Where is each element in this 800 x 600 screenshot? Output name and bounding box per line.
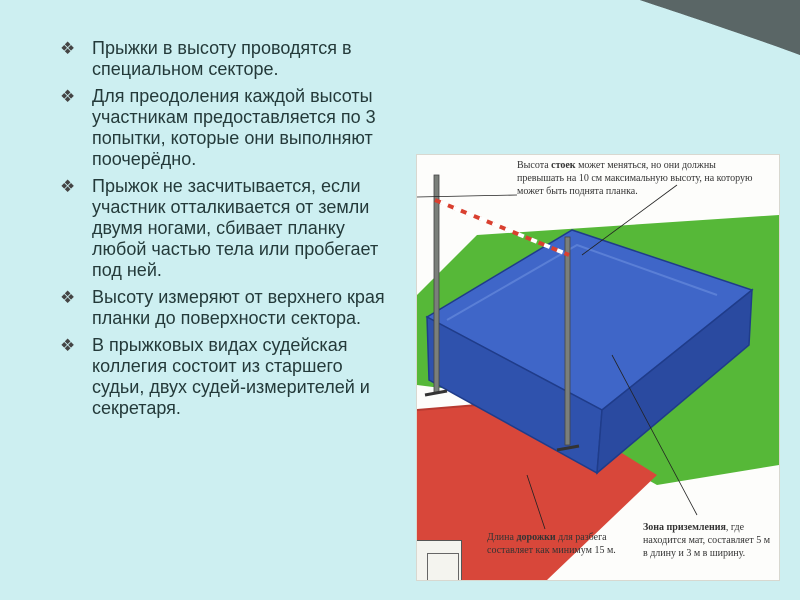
bullet-marker-icon: ❖ [60, 177, 76, 196]
bullet-item [60, 38, 390, 80]
bullet-marker-icon: ❖ [60, 87, 76, 106]
bullet-marker-icon: ❖ [60, 336, 76, 355]
bullet-item [60, 287, 390, 329]
bullet-text: Для преодоления каждой высоты участникам предоставляется по 3 попытки, которые они выполняют поочерёдно. [92, 86, 376, 169]
bullet-item [60, 176, 390, 281]
uprights-note: Высота стоек может меняться, но они должны превышать на 10 см максимальную высоту, на которую может быть поднята планка. [517, 160, 753, 197]
left-upright-base [425, 391, 447, 395]
bullet-item [60, 86, 390, 170]
runway-note: Длина дорожки для разбега составляет как минимум 15 м. [487, 532, 616, 556]
bullet-text: Прыжок не засчитывается, если участник отталкивается от земли двумя ногами, сбивает планку любой частью тела или пробегает под ней. [92, 176, 379, 280]
bullet-text: В прыжковых видах судейская коллегия состоит из старшего судьи, двух судей-измерителей и секретаря. [92, 335, 370, 418]
leader-line-uprights [417, 195, 517, 197]
right-upright [565, 237, 570, 445]
inset-frame [417, 540, 462, 580]
bullet-text: Прыжки в высоту проводятся в специальном секторе. [92, 38, 352, 79]
bullet-marker-icon: ❖ [60, 39, 76, 58]
high-jump-illustration [417, 155, 779, 580]
left-upright [434, 175, 439, 393]
high-jump-sector-drawing [417, 155, 779, 580]
inset-frame-inner [427, 553, 459, 580]
landing-zone-note: Зона приземления, где находится мат, составляет 5 м в длину и 3 м в ширину. [643, 522, 771, 559]
bullet-list [60, 38, 390, 425]
bullet-marker-icon: ❖ [60, 288, 76, 307]
bullet-text: Высоту измеряют от верхнего края планки до поверхности сектора. [92, 287, 385, 328]
bullet-item [60, 335, 390, 419]
